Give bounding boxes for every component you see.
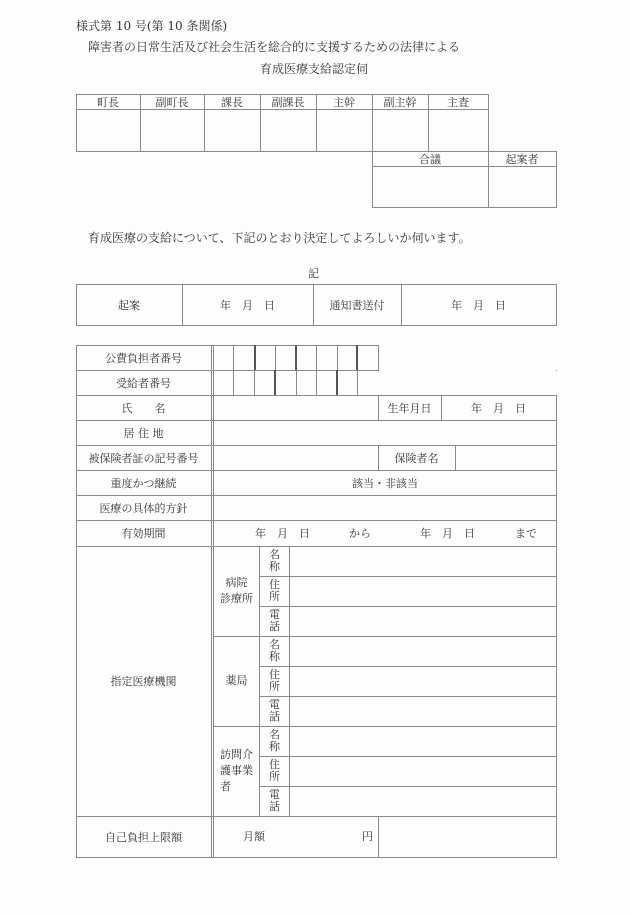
period-from-date[interactable]: 年 月 日 — [255, 527, 310, 540]
approval-header-mayor: 町長 — [97, 95, 119, 109]
stamp-field-chief-officer[interactable] — [317, 110, 372, 151]
home-care-provider-name-label-text: 名称 — [269, 728, 280, 753]
approval-header-deputy-mayor: 副町長 — [155, 95, 189, 109]
ki-label: 記 — [308, 267, 319, 280]
draft-date-label: 起案 — [118, 299, 140, 312]
hospital-clinic-name-label — [260, 546, 289, 576]
insured-card-input[interactable] — [214, 446, 378, 470]
valid-period-label: 有効期間 — [121, 527, 166, 540]
period-to-label: まで — [515, 527, 537, 540]
stamp-field-section-chief[interactable] — [205, 110, 260, 151]
name-label: 氏 名 — [121, 401, 166, 415]
stamp-field-inspector[interactable] — [429, 110, 488, 151]
address-input[interactable] — [214, 421, 556, 445]
document-title: 育成医療支給認定伺 — [260, 62, 369, 76]
recipient-number-label: 受給者番号 — [116, 376, 171, 390]
home-care-provider-address-label-text: 住所 — [269, 758, 280, 783]
designated-institution-label: 指定医療機関 — [110, 675, 177, 688]
home-care-provider-label-text: 訪問介 護事業 者 — [220, 748, 253, 793]
home-care-provider-address-label — [260, 756, 289, 786]
hospital-clinic-address-input[interactable] — [290, 577, 556, 606]
name-input[interactable] — [214, 396, 378, 420]
stamp-field-deputy-chief-officer[interactable] — [373, 110, 428, 151]
stamp-field-deputy-mayor[interactable] — [141, 110, 204, 151]
law-title: 障害者の日常生活及び社会生活を総合的に支援するための法律による — [88, 40, 461, 54]
treatment-policy-input[interactable] — [214, 496, 556, 520]
period-from-label: から — [349, 527, 371, 540]
form-number: 様式第 10 号(第 10 条関係) — [76, 19, 228, 33]
copay-note-input[interactable] — [379, 817, 556, 857]
intro-text: 育成医療の支給について、下記のとおり決定してよろしいか伺います。 — [88, 231, 471, 245]
period-to-date[interactable]: 年 月 日 — [420, 527, 475, 540]
copay-monthly-label: 月額 — [243, 830, 265, 843]
stamp-field-deputy-section-chief[interactable] — [261, 110, 316, 151]
home-care-provider-address-input[interactable] — [290, 757, 556, 786]
pharmacy-address-label — [260, 666, 289, 696]
home-care-provider-phone-input[interactable] — [290, 787, 556, 816]
pharmacy-name-input[interactable] — [290, 637, 556, 666]
birthdate-input[interactable]: 年 月 日 — [471, 401, 526, 415]
approval-header-deputy-chief-officer: 副主幹 — [383, 95, 417, 109]
recipient-number-input[interactable] — [214, 371, 357, 395]
birthdate-label: 生年月日 — [387, 401, 432, 415]
payer-number-input[interactable] — [214, 346, 378, 370]
payer-number-label: 公費負担者番号 — [105, 351, 182, 365]
hospital-clinic-address-label-text: 住所 — [269, 578, 280, 603]
approval-header-section-chief: 課長 — [221, 95, 243, 109]
pharmacy-name-label — [260, 636, 289, 666]
home-care-provider-name-label — [260, 726, 289, 756]
pharmacy-address-input[interactable] — [290, 667, 556, 696]
hospital-clinic-phone-label-text: 電話 — [269, 608, 280, 633]
hospital-clinic-address-label — [260, 576, 289, 606]
copay-amount-input[interactable] — [275, 822, 360, 852]
pharmacy-name-label-text: 名称 — [269, 638, 280, 663]
draft-date-field[interactable]: 年 月 日 — [220, 299, 275, 312]
pharmacy-label — [214, 636, 259, 726]
stamp-field-consultation[interactable] — [373, 167, 488, 207]
home-care-provider-phone-label — [260, 786, 289, 816]
hospital-clinic-label-text: 病院 診療所 — [220, 576, 253, 605]
pharmacy-phone-label — [260, 696, 289, 726]
pharmacy-address-label-text: 住所 — [269, 668, 280, 693]
pharmacy-label-text: 薬局 — [225, 674, 248, 688]
stamp-field-mayor[interactable] — [77, 110, 140, 151]
insured-card-label: 被保険者証の記号番号 — [88, 451, 199, 465]
home-care-provider-name-input[interactable] — [290, 727, 556, 756]
approval-header-deputy-section-chief: 副課長 — [271, 95, 305, 109]
address-label: 居 住 地 — [123, 426, 164, 440]
home-care-provider-label — [214, 726, 259, 816]
home-care-provider-phone-label-text: 電話 — [269, 788, 280, 813]
hospital-clinic-name-label-text: 名称 — [269, 548, 280, 573]
copay-limit-label: 自己負担上限額 — [105, 831, 182, 844]
stamp-field-drafter[interactable] — [489, 167, 556, 207]
insurer-input[interactable] — [455, 446, 556, 470]
treatment-policy-label: 医療の具体的方針 — [99, 501, 188, 515]
severe-continuous-choice[interactable]: 該当・非該当 — [352, 476, 418, 490]
copay-yen-label: 円 — [362, 830, 373, 843]
pharmacy-phone-input[interactable] — [290, 697, 556, 726]
approval-header-chief-officer: 主幹 — [333, 95, 355, 109]
drafter-header: 起案者 — [505, 152, 539, 166]
hospital-clinic-label — [214, 546, 259, 636]
pharmacy-phone-label-text: 電話 — [269, 698, 280, 723]
hospital-clinic-phone-input[interactable] — [290, 607, 556, 636]
consultation-header: 合議 — [419, 152, 441, 166]
notice-sent-label: 通知書送付 — [329, 299, 385, 312]
severe-continuous-label: 重度かつ継続 — [110, 476, 177, 490]
hospital-clinic-phone-label — [260, 606, 289, 636]
insurer-label: 保険者名 — [394, 451, 439, 465]
approval-header-inspector: 主査 — [447, 95, 469, 109]
notice-sent-date-field[interactable]: 年 月 日 — [451, 299, 506, 312]
hospital-clinic-name-input[interactable] — [290, 547, 556, 576]
